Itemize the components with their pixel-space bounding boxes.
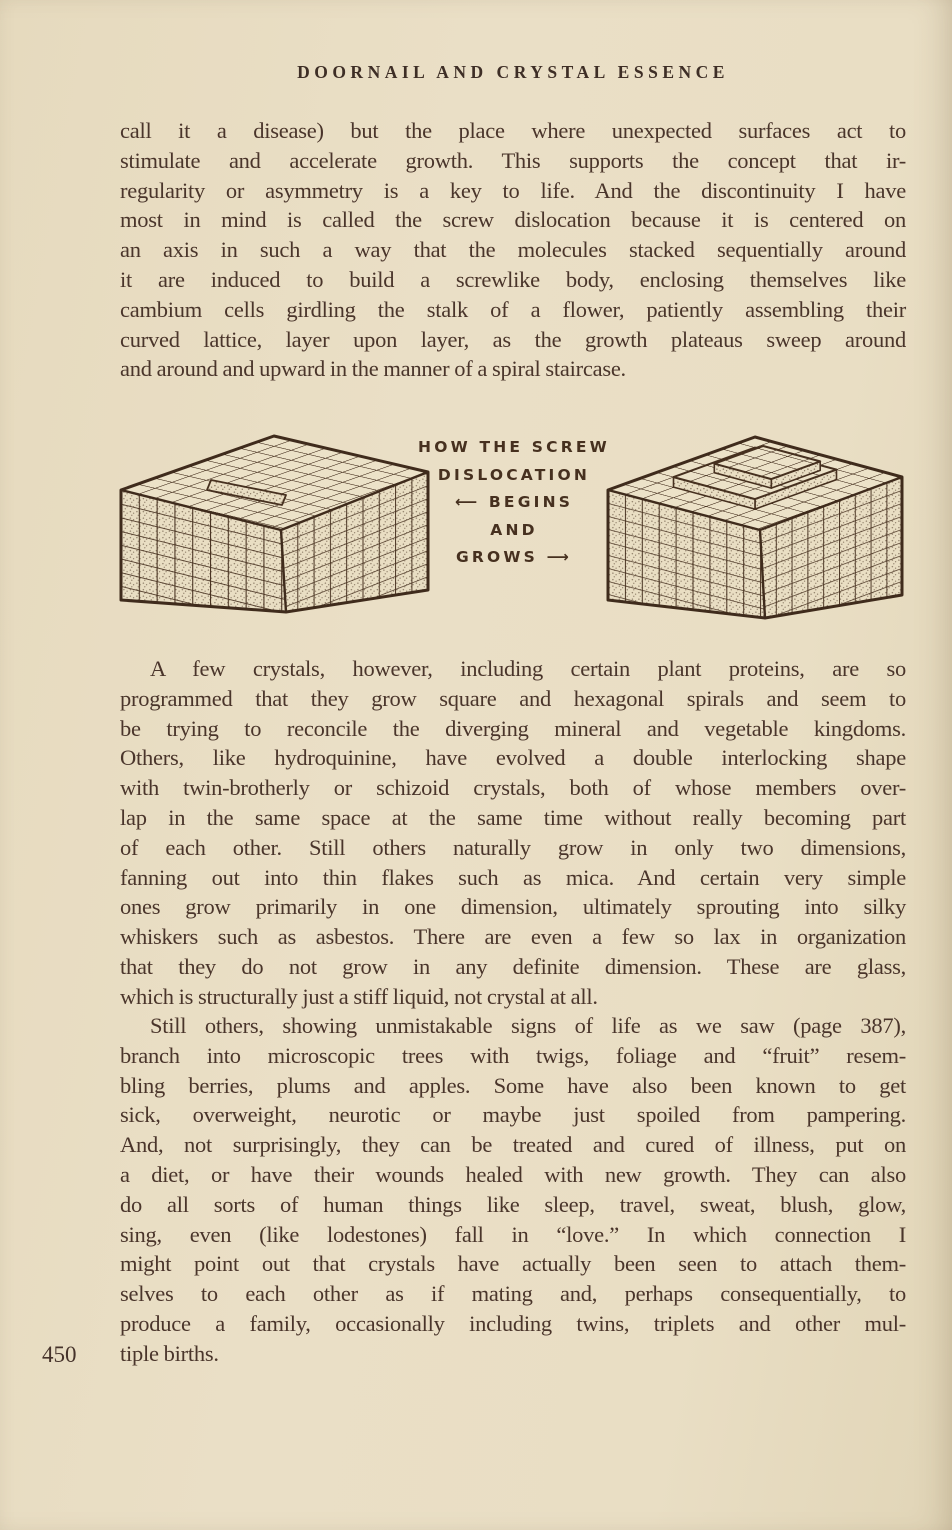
text-line: might point out that crystals have actually been seen to attach them- [120,1251,906,1277]
paragraph-2 [120,654,906,1012]
text-line: which is structurally just a stiff liquid, not crystal at all. [120,983,598,1009]
text-line: sick, overweight, neurotic or maybe just spoiled from pampering. [120,1102,906,1128]
text-line: a diet, or have their wounds healed with new growth. They can also [120,1161,906,1187]
caption-line-right-arrow: GROWS ⟶ [455,548,573,566]
text-line: fanning out into thin flakes such as mica. And certain very simple [120,864,906,890]
text-line: be trying to reconcile the diverging mineral and vegetable kingdoms. [120,715,906,741]
text-line: and around and upward in the manner of a spiral staircase. [120,356,626,382]
text-line: call it a disease) but the place where unexpected surfaces act to [120,118,906,143]
caption-line: AND [490,520,538,539]
text-line: an axis in such a way that the molecules stacked sequentially around [120,237,906,263]
text-line: Still others, showing unmistakable signs of life as we saw (page 387), [150,1013,906,1038]
text-line: lap in the same space at the same time without really becoming part [120,804,906,830]
caption-line: HOW THE SCREW [418,438,610,456]
text-line: And, not surprisingly, they can be treated and cured of illness, put on [120,1132,906,1158]
text-line: stimulate and accelerate growth. This supports the concept that ir- [120,147,906,173]
text-line: ones grow primarily in one dimension, ultimately sprouting into silky [120,894,906,920]
text-line: branch into microscopic trees with twigs, foliage and “fruit” resem- [120,1042,906,1068]
text-line: bling berries, plums and apples. Some have also been known to get [120,1072,906,1098]
text-line: Others, like hydroquinine, have evolved a double interlocking shape [120,745,906,771]
caption-line-left-arrow: ⟵ BEGINS [454,493,574,511]
page-number: 450 [42,1342,77,1367]
text-line: regularity or asymmetry is a key to life. And the discontinuity I have [120,177,906,203]
paragraph-1 [120,116,906,384]
text-line: of each other. Still others naturally grow in only two dimensions, [120,834,906,860]
text-line: selves to each other as if mating and, perhaps consequentially, to [120,1281,906,1307]
paragraph-3 [120,1011,906,1369]
text-line: programmed that they grow square and hexagonal spirals and seem to [120,685,906,711]
text-line: most in mind is called the screw dislocation because it is centered on [120,207,906,233]
text-line: curved lattice, layer upon layer, as the growth plateaus sweep around [120,326,906,352]
caption-line: DISLOCATION [437,465,591,484]
text-line: it are induced to build a screwlike body, enclosing themselves like [120,266,906,292]
figure-screw-dislocation [0,428,952,633]
crystal-block-begins-illustration [116,432,431,614]
running-head: DOORNAIL AND CRYSTAL ESSENCE [297,62,729,82]
text-line: A few crystals, however, including certain plant proteins, are so [150,656,906,681]
text-line: that they do not grow in any definite dimension. These are glass, [120,953,906,979]
text-line: cambium cells girdling the stalk of a flower, patiently assembling their [120,296,906,322]
figure-caption [388,434,640,572]
text-line: with twin-brotherly or schizoid crystals, both of whose members over- [120,775,906,801]
text-line: tiple births. [120,1340,219,1366]
text-line: produce a family, occasionally including twins, triplets and other mul- [120,1310,906,1336]
text-line: whiskers such as asbestos. There are even a few so lax in organization [120,924,906,950]
text-line: sing, even (like lodestones) fall in “love.” In which connection I [120,1221,906,1247]
crystal-block-grows-illustration [605,435,905,620]
text-line: do all sorts of human things like sleep, travel, sweat, blush, glow, [120,1191,906,1217]
